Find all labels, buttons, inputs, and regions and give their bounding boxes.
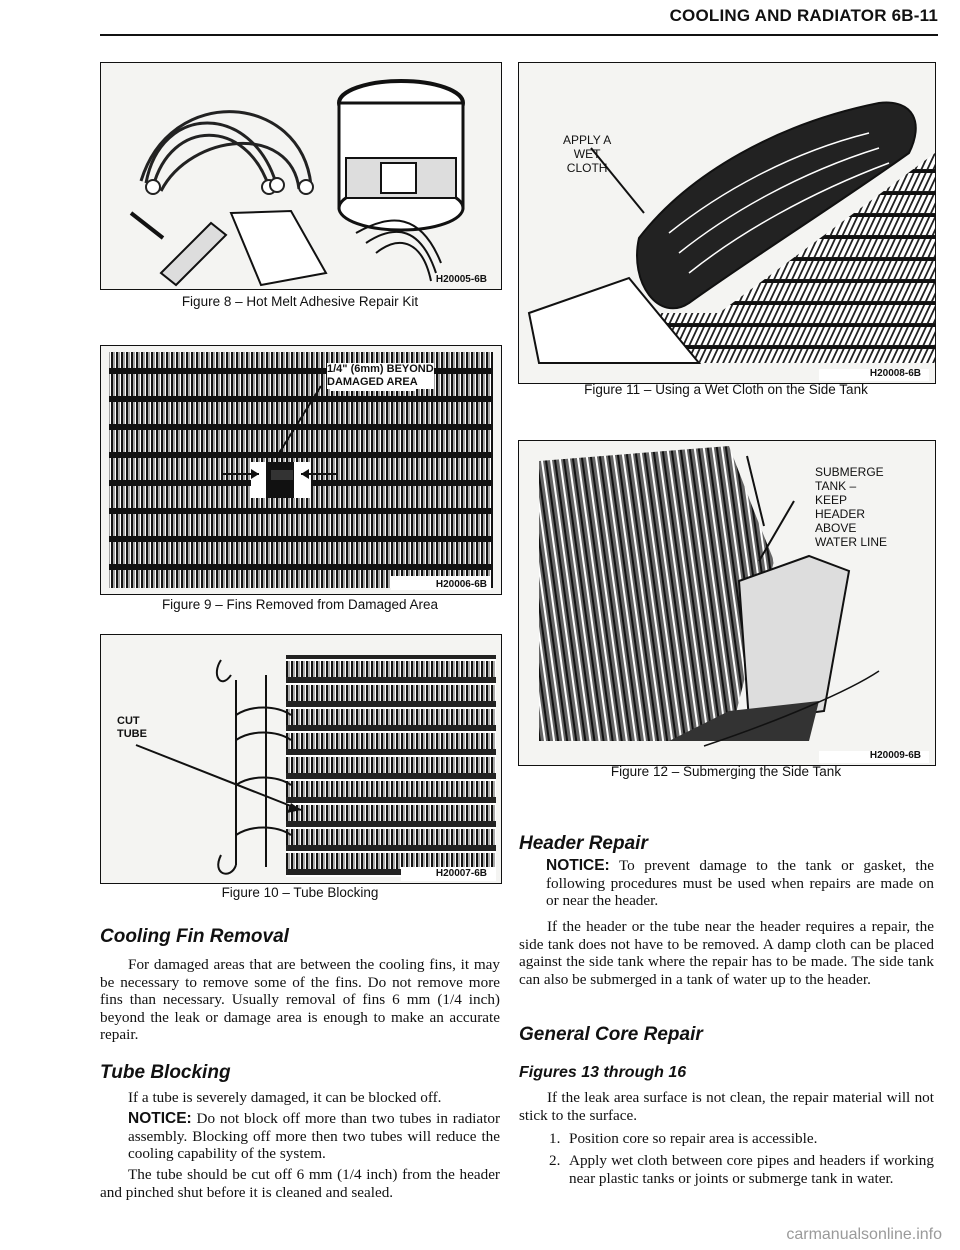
tube-blocking-p1-text: If a tube is severely damaged, it can be blocked off.: [128, 1089, 442, 1106]
figure-10-caption: Figure 10 – Tube Blocking: [221, 885, 379, 900]
header-repair-title: Header Repair: [519, 833, 648, 854]
figure-10-code: H20007-6B: [435, 868, 487, 879]
tube-blocking-notice: [128, 1110, 500, 1163]
header-rule: [100, 34, 938, 36]
general-core-title: General Core Repair: [519, 1024, 703, 1045]
header-repair-notice: [546, 857, 934, 910]
figure-11-callout: APPLY A WET CLOTH: [563, 133, 612, 175]
step-number: 1.: [549, 1130, 561, 1147]
general-core-step-1: [549, 1130, 934, 1150]
step-number: 2.: [549, 1152, 561, 1169]
step-text: Position core so repair area is accessible.: [569, 1130, 818, 1147]
cooling-fin-title: Cooling Fin Removal: [100, 926, 289, 947]
figure-9-callout: 1/4" (6mm) BEYOND DAMAGED AREA: [327, 363, 434, 388]
figure-10-illustration: [100, 634, 502, 884]
general-core-step-2: [549, 1152, 934, 1212]
header-repair-p1: [519, 918, 934, 988]
figure-9-caption: Figure 9 – Fins Removed from Damaged Area: [161, 597, 439, 612]
header-repair-notice-label: NOTICE:: [546, 857, 610, 874]
figure-11-illustration: [518, 62, 936, 384]
figure-12-callout: SUBMERGE TANK – KEEP HEADER ABOVE WATER LINE: [815, 465, 888, 549]
tube-blocking-notice-label: NOTICE:: [128, 1110, 192, 1127]
header-repair-notice-text: To prevent damage to the tank or gasket, the following procedures must be used when repairs are made on or near the header.: [546, 857, 934, 909]
figure-9-code: H20006-6B: [435, 579, 487, 590]
page-header-title: COOLING AND RADIATOR 6B-11: [669, 6, 938, 25]
tube-blocking-p2: [100, 1166, 500, 1201]
tube-blocking-p1: [100, 1089, 500, 1107]
figure-8-caption: Figure 8 – Hot Melt Adhesive Repair Kit: [181, 294, 419, 309]
figure-12-caption: Figure 12 – Submerging the Side Tank: [610, 764, 842, 779]
figure-11-code: H20008-6B: [869, 368, 921, 379]
tube-blocking-p2-text: The tube should be cut off 6 mm (1/4 inch) from the header and pinched shut before it is cleaned and sealed.: [100, 1166, 500, 1201]
figure-9-illustration: [100, 345, 502, 595]
figure-10-callout: CUT TUBE: [117, 715, 147, 740]
general-core-subtitle: Figures 13 through 16: [519, 1064, 687, 1081]
figure-8-illustration: [100, 62, 502, 290]
watermark: carmanualsonline.info: [786, 1226, 942, 1243]
figure-8-code: H20005-6B: [435, 274, 487, 285]
figure-12-code: H20009-6B: [869, 750, 921, 761]
cooling-fin-text: For damaged areas that are between the cooling fins, it may be necessary to remove some of the fins. Do not remove more fins than necessary. Usually removal of fins 6 mm (1/4 inch) beyond the leak or damage area is enough to make an accurate repair.: [100, 956, 500, 1043]
figure-11-caption: Figure 11 – Using a Wet Cloth on the Side Tank: [584, 382, 868, 397]
general-core-p1: [519, 1089, 934, 1124]
general-core-p1-text: If the leak area surface is not clean, the repair material will not stick to the surface.: [519, 1089, 934, 1124]
header-repair-p1-text: If the header or the tube near the header requires a repair, the side tank does not have to be removed. A damp cloth can be placed against the side tank where the repair has to be made. The side tank can also be submerged in a tank of water up to the header.: [519, 918, 934, 988]
figure-12-illustration: [518, 440, 936, 766]
tube-blocking-title: Tube Blocking: [100, 1062, 231, 1083]
step-text: Apply wet cloth between core pipes and headers if working near plastic tanks or joints or submerge tank in water.: [569, 1152, 934, 1187]
cooling-fin-body: [100, 956, 500, 1044]
tube-blocking-notice-text: Do not block off more than two tubes in radiator assembly. Blocking off more then two tubes will reduce the cooling capability of the system.: [128, 1110, 500, 1162]
